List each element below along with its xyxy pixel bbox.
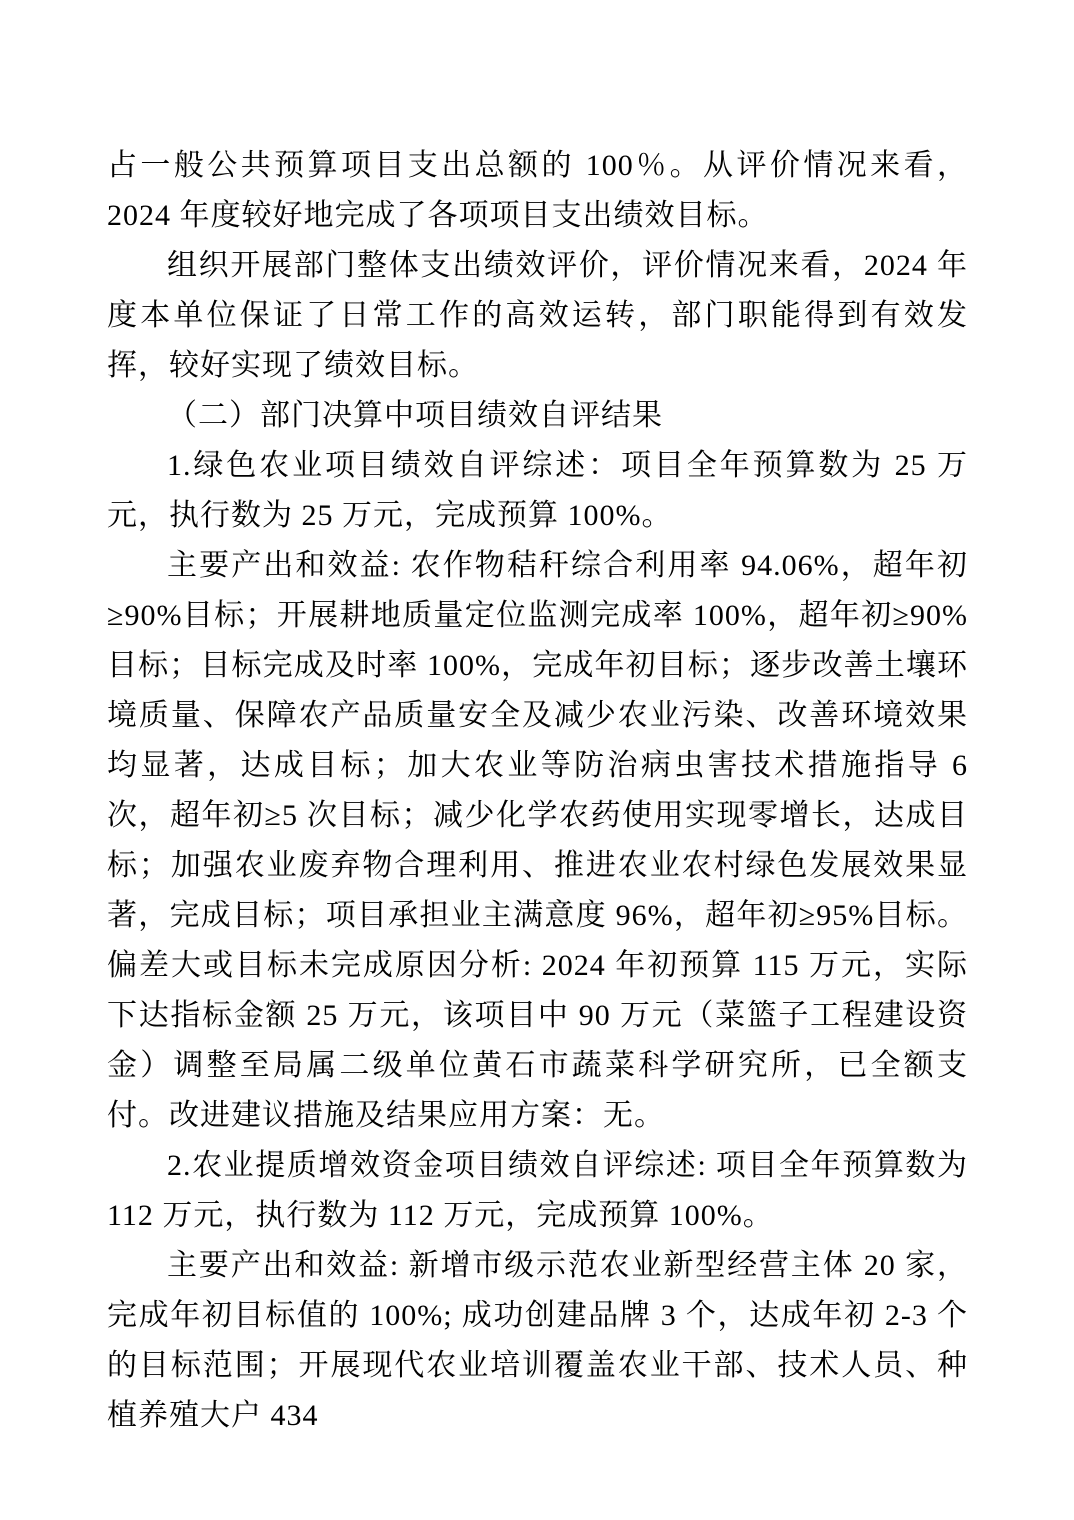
paragraph-project2-summary: 2.农业提质增效资金项目绩效自评综述: 项目全年预算数为 112 万元，执行数为 112 万元，完成预算 100%。 — [107, 1149, 968, 1232]
paragraph-overall-budget-evaluation: 占一般公共预算项目支出总额的 100％。从评价情况来看，2024 年度较好地完成了各项项目支出绩效目标。 — [107, 149, 968, 232]
paragraph-department-evaluation: 组织开展部门整体支出绩效评价，评价情况来看，2024 年度本单位保证了日常工作的高效运转，部门职能得到有效发挥，较好实现了绩效目标。 — [107, 249, 968, 382]
paragraph-project2-outputs: 主要产出和效益: 新增市级示范农业新型经营主体 20 家，完成年初目标值的 100%; 成功创建品牌 3 个，达成年初 2-3 个的目标范围；开展现代农业培训覆盖农业干部、技术人员、种植养殖大户 434 — [107, 1249, 968, 1432]
section-heading-project-self-evaluation: （二）部门决算中项目绩效自评结果 — [167, 399, 663, 432]
document-body — [107, 141, 968, 1441]
paragraph-project1-outputs: 主要产出和效益: 农作物秸秆综合利用率 94.06%，超年初≥90%目标；开展耕地质量定位监测完成率 100%，超年初≥90%目标；目标完成及时率 100%，完成年初目标；逐步改善土壤环境质量、保障农产品质量安全及减少农业污染、改善环境效果均显著，达成目标；加大农业等防治病虫害技术措施指导 6 次，超年初≥5 次目标；减少化学农药使用实现零增长，达成目标；加强农业废弃物合理利用、推进农业农村绿色发展效果显著，完成目标；项目承担业主满意度 96%，超年初≥95%目标。偏差大或目标未完成原因分析: 2024 年初预算 115 万元，实际下达指标金额 25 万元，该项目中 90 万元（菜篮子工程建设资金）调整至局属二级单位黄石市蔬菜科学研究所，已全额支付。改进建议措施及结果应用方案：无。 — [107, 549, 968, 1132]
paragraph-project1-summary: 1.绿色农业项目绩效自评综述：项目全年预算数为 25 万元，执行数为 25 万元，完成预算 100%。 — [107, 449, 968, 532]
